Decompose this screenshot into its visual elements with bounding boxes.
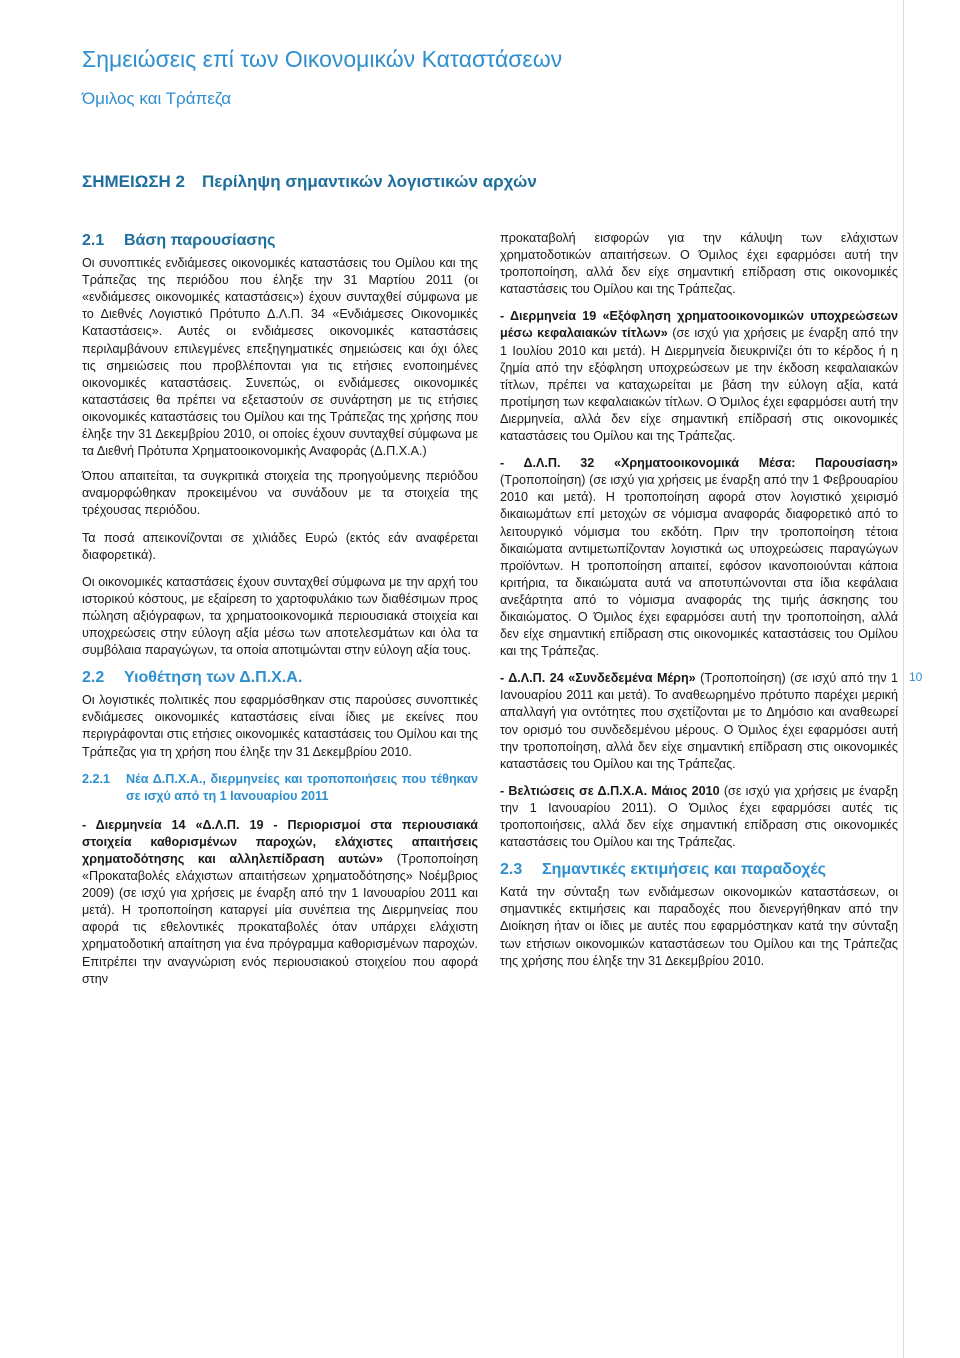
section-number: 2.2.1 <box>82 771 111 786</box>
paragraph: Οι οικονομικές καταστάσεις έχουν συνταχθεί σύμφωνα με την αρχή του ιστορικού κόστους, με εξαίρεση το χαρτοφυλάκιο των διαθέσιμων προς πώληση αξιόγραφων, τα χρηματοοικονομικά περιουσιακά στοιχεία και υποχρεώσεις στην εύλογη αξία μέσω των αποτελεσμάτων και όλα τα συμβόλαια παραγώγων, τα οποία αποτιμώνται στην εύλογη αξία τους. <box>82 574 478 658</box>
paragraph <box>500 455 898 660</box>
section-title: Υιοθέτηση των Δ.Π.Χ.Α. <box>124 669 303 687</box>
section-2-2-heading <box>82 669 478 686</box>
section-title: Βάση παρουσίασης <box>124 232 276 249</box>
document-subtitle: Όμιλος και Τράπεζα <box>82 89 232 108</box>
paragraph <box>500 670 898 773</box>
left-column <box>82 232 478 998</box>
paragraph-lead: - Βελτιώσεις σε Δ.Π.Χ.Α. Μάιος 2010 <box>500 783 720 798</box>
section-number: 2.3 <box>500 861 523 879</box>
note-number: ΣΗΜΕΙΩΣΗ 2 <box>82 172 185 191</box>
paragraph-body: (Τροποποίηση) (σε ισχύ από την 1 Ιανουαρίου 2011 και μετά). Το αναθεωρημένο πρότυπο παρέχει μερική απαλλαγή για οντότητες που σχετίζονται με το Δημόσιο και αναθεωρεί τον ορισμό του συνδεδεμένου μέρους. Ο Όμιλος έχει εφαρμόσει αυτή την τροποποίηση, αλλά δεν είχε σημαντική επίδραση στις οικονομικές καταστάσεις του Ομίλου και της Τράπεζας. <box>500 671 898 771</box>
paragraph-lead: - Δ.Λ.Π. 32 «Χρηματοοικονομικά Μέσα: Παρουσίαση» <box>500 456 898 471</box>
paragraph <box>500 308 898 445</box>
section-2-3-heading <box>500 861 898 878</box>
section-2-1-heading <box>82 232 478 249</box>
paragraph: Κατά την σύνταξη των ενδιάμεσων οικονομικών καταστάσεων, οι σημαντικές εκτιμήσεις και παραδοχές που διενεργήθηκαν από την Διοίκηση ήταν οι ίδιες με αυτές που εφαρμόστηκαν κατά την σύνταξη των ετήσιων οικονομικών καταστάσεων του Ομίλου και της Τράπεζας της χρήσης που έληξε την 31 Δεκεμβρίου 2010. <box>500 885 898 968</box>
section-number: 2.1 <box>82 232 105 249</box>
paragraph: Οι λογιστικές πολιτικές που εφαρμόσθηκαν στις παρούσες συνοπτικές ενδιάμεσες οικονομικές καταστάσεις είναι ίδιες με εκείνες που περιγράφονται στις ετήσιες οικονομικές καταστάσεις του Ομίλου και της Τράπεζας για τη χρήση που έληξε την 31 Δεκεμβρίου 2010. <box>82 693 478 759</box>
paragraph: Όπου απαιτείται, τα συγκριτικά στοιχεία της προηγούμενης περιόδου αναμορφώθηκαν προκειμένου να συνάδουν με τα στοιχεία της τρέχουσας περιόδου. <box>82 469 478 518</box>
note-title: Περίληψη σημαντικών λογιστικών αρχών <box>202 172 537 191</box>
paragraph-lead: - Διερμηνεία 14 «Δ.Λ.Π. 19 - Περιορισμοί στα περιουσιακά στοιχεία καθορισμένων παροχών, ελάχιστες απαιτήσεις χρηματοδότησης και αλληλεπίδραση αυτών» <box>82 817 478 866</box>
paragraph <box>82 817 478 988</box>
right-column <box>500 230 898 980</box>
paragraph-body: (σε ισχύ για χρήσεις με έναρξη από την 1 Ιουλίου 2010 και μετά). Η Διερμηνεία διευκρινίζει ότι το κέρδος ή η ζημία από την εξόφληση υποχρεώσεων με την έκδοση κεφαλαιακών τίτλων, πρέπει να καταχωρείται με βάση την εύλογη αξία, κατά προτίμηση των κεφαλαιακών τίτλων. Ο Όμιλος έχει εφαρμόσει αυτή την Διερμηνεία, αλλά δεν είχε σημαντική επίδρασή στις οικονομικές καταστάσεις του Ομίλου και της Τράπεζας. <box>500 326 898 444</box>
section-2-2-1-heading <box>82 771 478 805</box>
paragraph-body: (Τροποποίηση) (σε ισχύ για χρήσεις με έναρξη από την 1 Φεβρουαρίου 2010 και μετά). Η τροποποίηση αφορά στον λογιστικό χειρισμό δικαιωμάτων επί μετοχών σε νόμισμα αναφοράς διαφορετικό από το λειτουργικό νόμισμα του εκδότη. Πριν την τροποποίηση τέτοια δικαιώματα αντιμετωπίζονταν λογιστικά ως υποχρεώσεις παραγώγων προϊόντων. Η τροποποίηση απαιτεί, εφόσον ικανοποιούνται κάποια κριτήρια, τα δικαιώματα αυτά να αποτυπώνονται στα ίδια κεφάλαια ανεξάρτητα από το νόμισμα αναφοράς της τιμής άσκησης του δικαιώματος. Ο Όμιλος έχει εφαρμόσει αυτή την τροποποίηση, αλλά δεν είχε σημαντική επίδραση στις οικονομικές καταστάσεις του Ομίλου και της Τράπεζας. <box>500 473 898 659</box>
paragraph <box>500 783 898 851</box>
paragraph-lead: - Διερμηνεία 19 «Εξόφληση χρηματοοικονομικών υποχρεώσεων μέσω κεφαλαιακών τίτλων» <box>500 309 898 341</box>
paragraph-body: (σε ισχύ για χρήσεις με έναρξη την 1 Ιανουαρίου 2011). Ο Όμιλος έχει εφαρμόσει αυτές τις τροποποιήσεις, αλλά δεν είχε σημαντική επίδραση στις οικονομικές καταστάσεις του Ομίλου και της Τράπεζας. <box>500 783 898 850</box>
page-number: 10 <box>909 670 923 684</box>
document-title: Σημειώσεις επί των Οικονομικών Καταστάσεων <box>82 46 563 72</box>
paragraph: Τα ποσά απεικονίζονται σε χιλιάδες Ευρώ (εκτός εάν αναφέρεται διαφορετικά). <box>82 530 478 562</box>
note-heading <box>82 172 537 192</box>
section-number: 2.2 <box>82 669 105 687</box>
section-title: Νέα Δ.Π.Χ.Α., διερμηνείες και τροποποιήσεις που τέθηκαν σε ισχύ από τη 1 Ιανουαρίου 2011 <box>126 771 478 803</box>
section-title: Σημαντικές εκτιμήσεις και παραδοχές <box>542 861 826 879</box>
paragraph-lead: - Δ.Λ.Π. 24 «Συνδεδεμένα Μέρη» <box>500 671 696 686</box>
paragraph: προκαταβολή εισφορών για την κάλυψη των ελάχιστων χρηματοδοτικών απαιτήσεων. Ο Όμιλος έχει εφαρμόσει αυτή την τροποποίηση, αλλά δεν είχε σημαντική επίδραση στις οικονομικές καταστάσεις του Ομίλου και της Τράπεζας. <box>500 231 898 297</box>
paragraph: Οι συνοπτικές ενδιάμεσες οικονομικές καταστάσεις του Ομίλου και της Τράπεζας της περιόδου που έληξε την 31 Μαρτίου 2011 (οι «ενδιάμεσες οικονομικές καταστάσεις») έχουν συνταχθεί σύμφωνα με το Διεθνές Λογιστικό Πρότυπο Δ.Λ.Π. 34 «Ενδιάμεσες Οικονομικές Καταστάσεις». Αυτές οι ενδιάμεσες οικονομικές καταστάσεις περιλαμβάνουν επιλεγμένες επεξηγηματικές σημειώσεις και όχι όλες τις σημειώσεις που προβλέπονται για τις ετήσιες ενοποιημένες οικονομικές καταστάσεις. Συνεπώς, οι ενδιάμεσες οικονομικές καταστάσεις θα πρέπει να εξεταστούν σε συνάρτηση με τις ετήσιες οικονομικές καταστάσεις του Ομίλου και της Τράπεζας της χρήσης που έληξε την 31 Δεκεμβρίου 2010, οι οποίες έχουν συνταχθεί σύμφωνα με τα Διεθνή Πρότυπα Χρηματοοικονομικής Αναφοράς (Δ.Π.Χ.Α.) <box>82 256 478 459</box>
paragraph-body: (Τροποποίηση «Προκαταβολές ελάχιστων απαιτήσεων χρηματοδότησης» Νοέμβριος 2009) (σε ισχύ για χρήσεις με έναρξη από την 1 Ιανουαρίου 2011 και μετά). Η τροποποίηση καταργεί μία συνέπεια της Διερμηνείας που αφορά τις εθελοντικές προκαταβολές όταν υπάρχει ελάχιστη χρηματοδοτική απαίτηση για ένα πρόγραμμα καθορισμένων παροχών. Επιτρέπει την αναγνώριση ενός περιουσιακού στοιχείου που αφορά στην <box>82 852 478 986</box>
